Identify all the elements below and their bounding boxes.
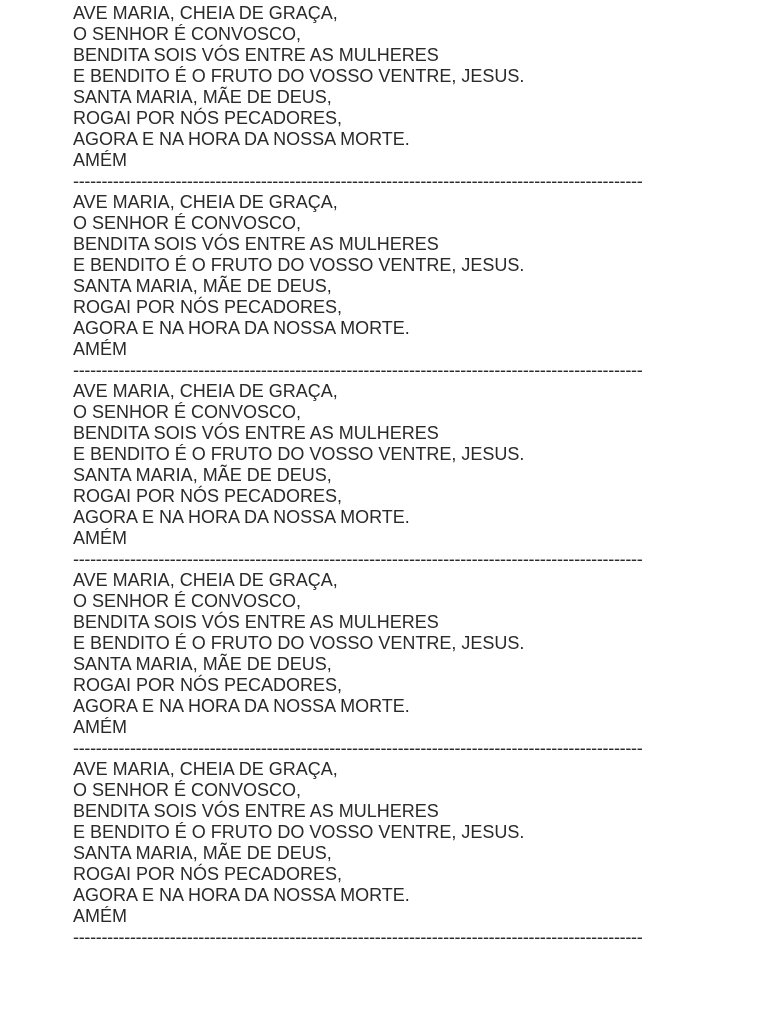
prayer-line: ROGAI POR NÓS PECADORES,	[73, 486, 343, 506]
prayer-line: O SENHOR É CONVOSCO,	[73, 780, 302, 800]
prayer-block	[73, 381, 713, 570]
prayer-block	[73, 192, 713, 381]
document-page	[73, 3, 713, 948]
dashed-separator: ----------------------------------------------------------------------------------------------------	[73, 171, 643, 191]
prayer-line: E BENDITO É O FRUTO DO VOSSO VENTRE, JESUS.	[73, 255, 525, 275]
prayer-line: AMÉM	[73, 528, 127, 548]
prayer-line: AGORA E NA HORA DA NOSSA MORTE.	[73, 696, 410, 716]
prayer-line: O SENHOR É CONVOSCO,	[73, 213, 302, 233]
prayer-line: SANTA MARIA, MÃE DE DEUS,	[73, 87, 332, 107]
prayer-line: O SENHOR É CONVOSCO,	[73, 591, 302, 611]
prayer-line: AMÉM	[73, 717, 127, 737]
prayer-line: BENDITA SOIS VÓS ENTRE AS MULHERES	[73, 801, 439, 821]
prayer-line: AGORA E NA HORA DA NOSSA MORTE.	[73, 885, 410, 905]
prayer-line: BENDITA SOIS VÓS ENTRE AS MULHERES	[73, 234, 439, 254]
prayer-line: ROGAI POR NÓS PECADORES,	[73, 108, 343, 128]
prayer-block	[73, 3, 713, 192]
prayer-line: E BENDITO É O FRUTO DO VOSSO VENTRE, JESUS.	[73, 633, 525, 653]
prayer-line: ROGAI POR NÓS PECADORES,	[73, 675, 343, 695]
dashed-separator: ----------------------------------------------------------------------------------------------------	[73, 549, 643, 569]
prayer-line: BENDITA SOIS VÓS ENTRE AS MULHERES	[73, 423, 439, 443]
prayer-line: SANTA MARIA, MÃE DE DEUS,	[73, 276, 332, 296]
prayer-line: AVE MARIA, CHEIA DE GRAÇA,	[73, 192, 338, 212]
prayer-block	[73, 759, 713, 948]
prayer-line: AMÉM	[73, 150, 127, 170]
prayer-line: AGORA E NA HORA DA NOSSA MORTE.	[73, 129, 410, 149]
prayer-line: E BENDITO É O FRUTO DO VOSSO VENTRE, JESUS.	[73, 66, 525, 86]
prayer-line: E BENDITO É O FRUTO DO VOSSO VENTRE, JESUS.	[73, 822, 525, 842]
prayer-line: AMÉM	[73, 339, 127, 359]
prayer-line: SANTA MARIA, MÃE DE DEUS,	[73, 843, 332, 863]
prayer-block	[73, 570, 713, 759]
dashed-separator: ----------------------------------------------------------------------------------------------------	[73, 927, 643, 947]
prayer-line: BENDITA SOIS VÓS ENTRE AS MULHERES	[73, 612, 439, 632]
prayer-line: AGORA E NA HORA DA NOSSA MORTE.	[73, 318, 410, 338]
prayer-line: AVE MARIA, CHEIA DE GRAÇA,	[73, 381, 338, 401]
prayer-line: BENDITA SOIS VÓS ENTRE AS MULHERES	[73, 45, 439, 65]
dashed-separator: ----------------------------------------------------------------------------------------------------	[73, 360, 643, 380]
prayer-line: O SENHOR É CONVOSCO,	[73, 24, 302, 44]
prayer-line: SANTA MARIA, MÃE DE DEUS,	[73, 465, 332, 485]
prayer-line: AMÉM	[73, 906, 127, 926]
prayer-line: O SENHOR É CONVOSCO,	[73, 402, 302, 422]
prayer-line: AVE MARIA, CHEIA DE GRAÇA,	[73, 759, 338, 779]
prayer-line: ROGAI POR NÓS PECADORES,	[73, 864, 343, 884]
prayer-line: AVE MARIA, CHEIA DE GRAÇA,	[73, 3, 338, 23]
prayer-line: SANTA MARIA, MÃE DE DEUS,	[73, 654, 332, 674]
prayer-line: ROGAI POR NÓS PECADORES,	[73, 297, 343, 317]
prayer-line: AGORA E NA HORA DA NOSSA MORTE.	[73, 507, 410, 527]
prayer-line: E BENDITO É O FRUTO DO VOSSO VENTRE, JESUS.	[73, 444, 525, 464]
dashed-separator: ----------------------------------------------------------------------------------------------------	[73, 738, 643, 758]
prayer-line: AVE MARIA, CHEIA DE GRAÇA,	[73, 570, 338, 590]
